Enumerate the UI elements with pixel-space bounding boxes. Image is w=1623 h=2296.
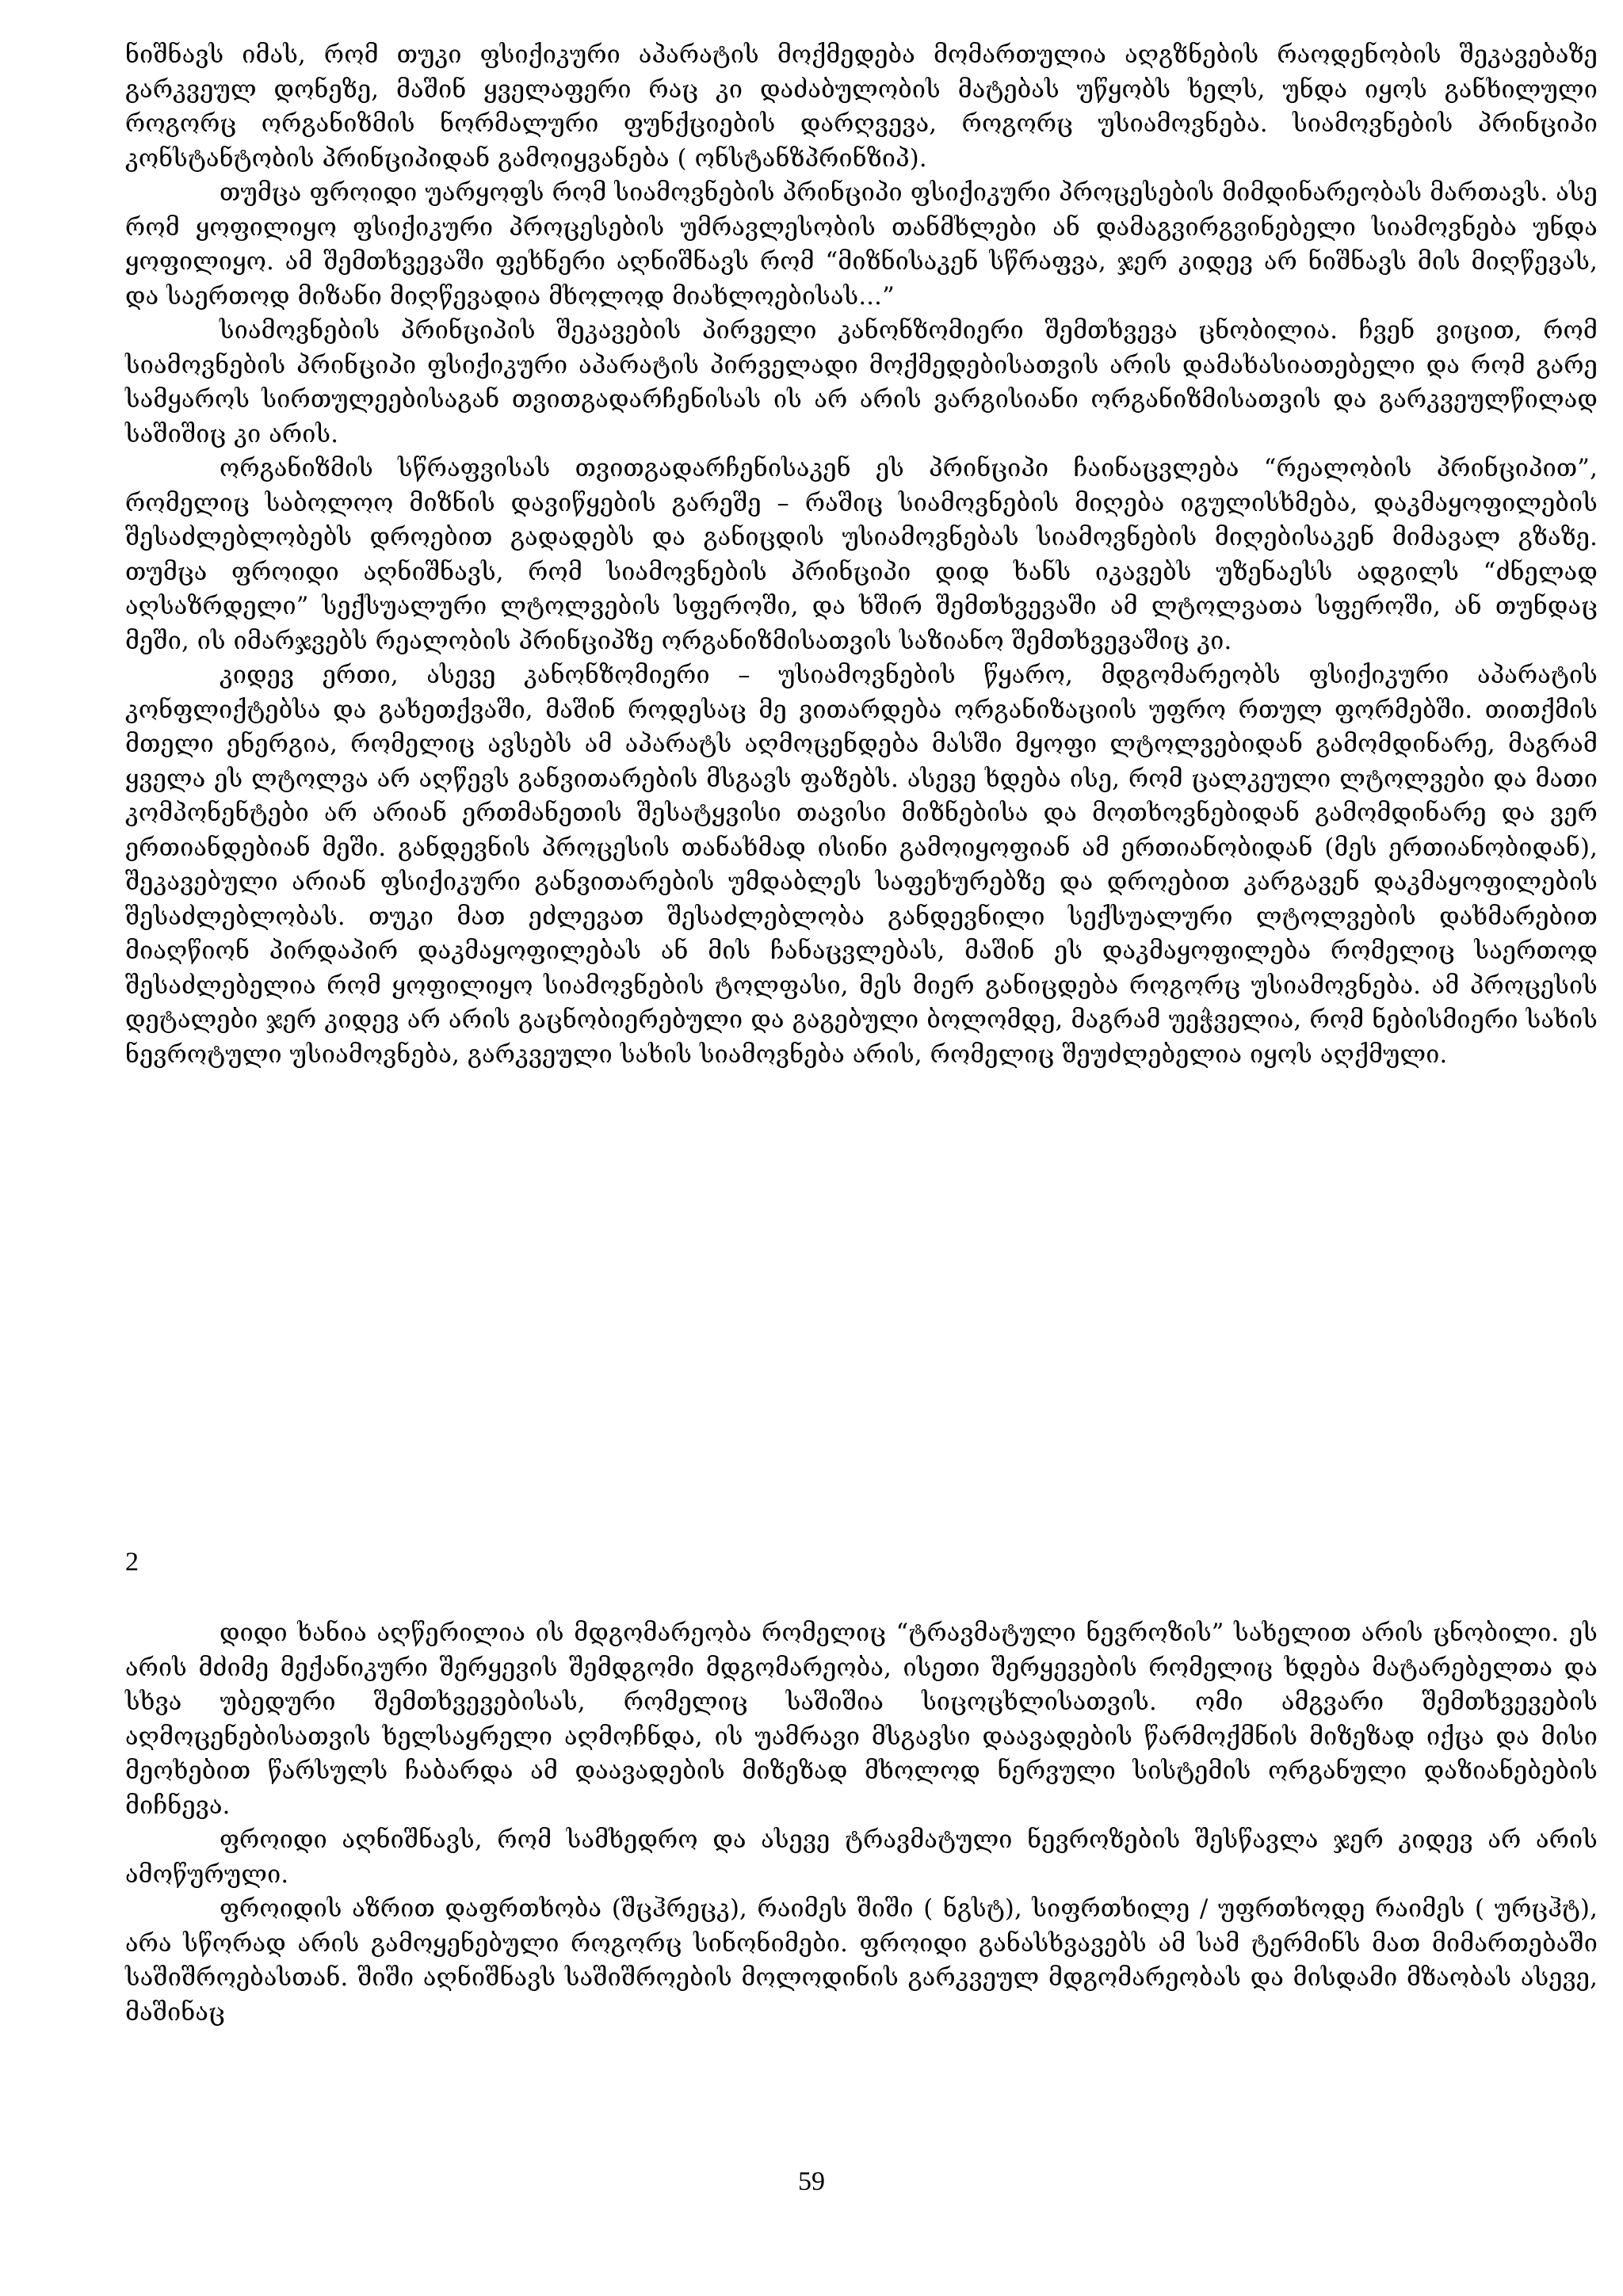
section-number: 2 bbox=[125, 1547, 139, 1577]
paragraph: ფროიდი აღნიშნავს, რომ სამხედრო და ასევე ტრავმატული ნევროზების შესწავლა ჯერ კიდევ არ არის ამოწურული. bbox=[125, 1826, 1598, 1889]
paragraph: სიამოვნების პრინციპის შეკავების პირველი კანონზომიერი შემთხვევა ცნობილია. ჩვენ ვიცით, რომ სიამოვნების პრინციპი ფსიქიკური აპარატის პირველადი მოქმედებისათვის არის დამახასიათებელი და რომ გარე სამყაროს სირთულეებისაგან თვითგადარჩენისას ის არ არის ვარგისიანი ორგანიზმისათვის და გარკვეულწილად საშიშიც კი არის. bbox=[125, 317, 1598, 448]
paragraph: დიდი ხანია აღწერილია ის მდგომარეობა რომელიც “ტრავმატული ნევროზის” სახელით არის ცნობილი. ეს არის მძიმე მექანიკური შერყევის შემდგომი მდგომარეობა, ისეთი შერყევების რომელიც ხდება მატარებელთა და სხვა უბედური შემთხვევებისას, რომელიც საშიშია სიცოცხლისათვის. ომი ამგვარი შემთხვევების აღმოცენებისათვის ხელსაყრელი აღმოჩნდა, ის უამრავი მსგავსი დაავადების წარმოქმნის მიზეზად იქცა და მისი მეოხებით წარსულს ჩაბარდა ამ დაავადების მიზეზად მხოლოდ ნერვული სისტემის ორგანული დაზიანებების მიჩნევა. bbox=[125, 1619, 1598, 1820]
body-text-bottom bbox=[125, 1616, 1598, 2030]
page-number: 59 bbox=[798, 2167, 825, 2196]
body-text-top bbox=[125, 38, 1598, 1072]
paragraph: კიდევ ერთი, ასევე კანონზომიერი – უსიამოვნების წყარო, მდგომარეობს ფსიქიკური აპარატის კონფლიქტებსა და გახეთქვაში, მაშინ როდესაც მე ვითარდება ორგანიზაციის უფრო რთულ ფორმებში. თითქმის მთელი ენერგია, რომელიც ავსებს ამ აპარატს აღმოცენდება მასში მყოფი ლტოლვებიდან გამომდინარე, მაგრამ ყველა ეს ლტოლვა არ აღწევს განვითარების მსგავს ფაზებს. ასევე ხდება ისე, რომ ცალკეული ლტოლვები და მათი კომპონენტები არ არიან ერთმანეთის შესატყვისი თავისი მიზნებისა და მოთხოვნებიდან გამომდინარე და ვერ ერთიანდებიან მეში. განდევნის პროცესის თანახმად ისინი გამოიყოფიან ამ ერთიანობიდან (მეს ერთიანობიდან), შეკავებული არიან ფსიქიკური განვითარების უმდაბლეს საფეხურებზე და დროებით კარგავენ დაკმაყოფილების შესაძლებლობას. თუკი მათ ეძლევათ შესაძლებლობა განდევნილი სექსუალური ლტოლვების დახმარებით მიაღწიონ პირდაპირ დაკმაყოფილებას ან მის ჩანაცვლებას, მაშინ ეს დაკმაყოფილება რომელიც საერთოდ შესაძლებელია რომ ყოფილიყო სიამოვნების ტოლფასი, მეს მიერ განიცდება როგორც უსიამოვნება. ამ პროცესის დეტალები ჯერ კიდევ არ არის გაცნობიერებული და გაგებული ბოლომდე, მაგრამ უეჭველია, რომ ნებისმიერი სახის ნევროტული უსიამოვნება, გარკვეული სახის სიამოვნება არის, რომელიც შეუძლებელია იყოს აღქმული. bbox=[125, 662, 1598, 1069]
paragraph: თუმცა ფროიდი უარყოფს რომ სიამოვნების პრინციპი ფსიქიკური პროცესების მიმდინარეობას მართავს. ასე რომ ყოფილიყო ფსიქიკური პროცესების უმრავლესობის თანმხლები ან დამაგვირგვინებელი სიამოვნება უნდა ყოფილიყო. ამ შემთხვევაში ფეხნერი აღნიშნავს რომ “მიზნისაკენ სწრაფვა, ჯერ კიდევ არ ნიშნავს მის მიღწევას, და საერთოდ მიზანი მიღწევადია მხოლოდ მიახლოებისას...” bbox=[125, 179, 1598, 311]
paragraph-continuation: ნიშნავს იმას, რომ თუკი ფსიქიკური აპარატის მოქმედება მომართულია აღგზნების რაოდენობის შეკავებაზე გარკვეულ დონეზე, მაშინ ყველაფერი რაც კი დაძაბულობის მატებას უწყობს ხელს, უნდა იყოს განხილული როგორც ორგანიზმის ნორმალური ფუნქციების დარღვევა, როგორც უსიამოვნება. სიამოვნების პრინციპი კონსტანტობის პრინციპიდან გამოიყვანება ( ონსტანზპრინზიპ). bbox=[125, 41, 1598, 173]
paragraph: ორგანიზმის სწრაფვისას თვითგადარჩენისაკენ ეს პრინციპი ჩაინაცვლება “რეალობის პრინციპით”, რომელიც საბოლოო მიზნის დავიწყების გარეშე – რაშიც სიამოვნების მიღება იგულისხმება, დაკმაყოფილების შესაძლებლობებს დროებით გადადებს და განიცდის უსიამოვნებას სიამოვნების მიღებისაკენ მიმავალ გზაზე. თუმცა ფროიდი აღნიშნავს, რომ სიამოვნების პრინციპი დიდ ხანს იკავებს უზენაესს ადგილს “ძნელად აღსაზრდელი” სექსუალური ლტოლვების სფეროში, და ხშირ შემთხვევაში ამ ლტოლვათა სფეროში, ან თუნდაც მეში, ის იმარჯვებს რეალობის პრინციპზე ორგანიზმისათვის საზიანო შემთხვევაშიც კი. bbox=[125, 455, 1598, 655]
paragraph: ფროიდის აზრით დაფრთხობა (შცჰრეცკ), რაიმეს შიში ( ნგსტ), სიფრთხილე / უფრთხოდე რაიმეს ( ურცჰტ), არა სწორად არის გამოყენებული როგორც სინონიმები. ფროიდი განასხვავებს ამ სამ ტერმინს მათ მიმართებაში საშიშროებასთან. შიში აღნიშნავს საშიშროების მოლოდინის გარკვეულ მდგომარეობას და მისდამი მზაობას ასევე, მაშინაც bbox=[125, 1895, 1598, 2027]
